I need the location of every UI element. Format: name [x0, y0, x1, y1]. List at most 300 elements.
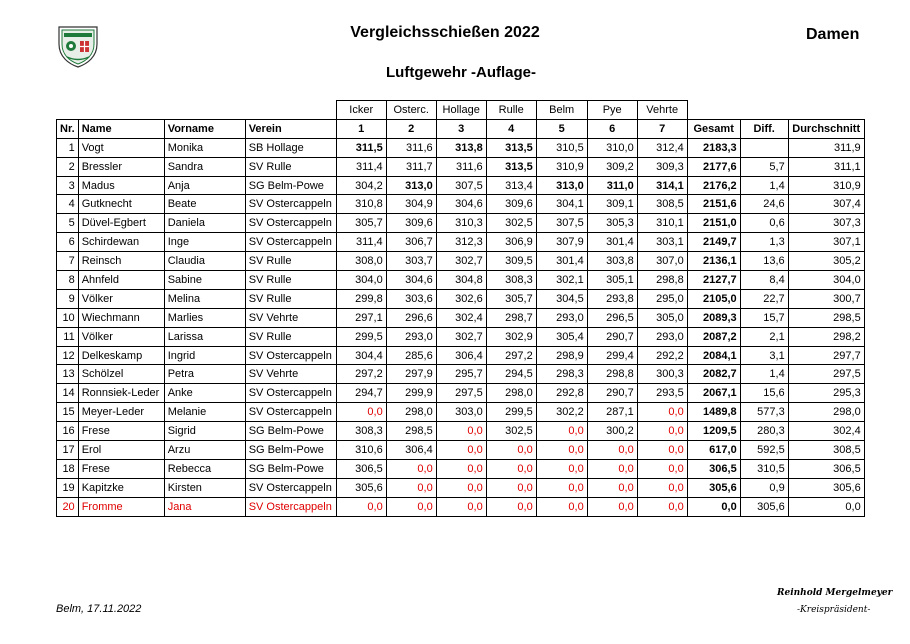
score-cell: 305,0 [637, 308, 687, 327]
score-cell: 303,1 [637, 233, 687, 252]
column-header: Durchschnitt [788, 119, 864, 138]
score-cell: 304,0 [336, 271, 386, 290]
stand-name: Hollage [436, 101, 486, 120]
score-cell: 310,3 [436, 214, 486, 233]
average-cell: 307,4 [788, 195, 864, 214]
rank-cell: 13 [57, 365, 79, 384]
rank-cell: 20 [57, 497, 79, 516]
firstname-cell: Claudia [164, 252, 245, 271]
score-cell: 305,6 [336, 478, 386, 497]
score-cell: 294,5 [486, 365, 536, 384]
score-cell: 305,3 [587, 214, 637, 233]
stand-name: Belm [536, 101, 587, 120]
score-cell: 299,5 [486, 403, 536, 422]
score-cell: 0,0 [386, 497, 436, 516]
column-header: 2 [386, 119, 436, 138]
total-cell: 1489,8 [687, 403, 740, 422]
score-cell: 302,9 [486, 327, 536, 346]
score-cell: 308,3 [486, 271, 536, 290]
score-cell: 302,6 [436, 289, 486, 308]
score-cell: 307,5 [536, 214, 587, 233]
score-cell: 302,5 [486, 214, 536, 233]
club-cell: SV Ostercappeln [245, 214, 336, 233]
diff-cell: 15,6 [740, 384, 788, 403]
rank-cell: 4 [57, 195, 79, 214]
total-cell: 2087,2 [687, 327, 740, 346]
name-cell: Düvel-Egbert [78, 214, 164, 233]
average-cell: 298,2 [788, 327, 864, 346]
firstname-cell: Arzu [164, 441, 245, 460]
diff-cell: 577,3 [740, 403, 788, 422]
score-cell: 302,1 [536, 271, 587, 290]
score-cell: 290,7 [587, 327, 637, 346]
score-cell: 0,0 [336, 403, 386, 422]
diff-cell: 2,1 [740, 327, 788, 346]
firstname-cell: Marlies [164, 308, 245, 327]
firstname-cell: Kirsten [164, 478, 245, 497]
average-cell: 298,5 [788, 308, 864, 327]
signature-role: -Kreispräsident- [797, 605, 871, 615]
score-cell: 297,2 [486, 346, 536, 365]
score-cell: 302,2 [536, 403, 587, 422]
average-cell: 306,5 [788, 459, 864, 478]
average-cell: 305,2 [788, 252, 864, 271]
table-row [57, 459, 865, 478]
table-row [57, 157, 865, 176]
rank-cell: 5 [57, 214, 79, 233]
name-cell: Bressler [78, 157, 164, 176]
table-row [57, 346, 865, 365]
score-cell: 308,5 [637, 195, 687, 214]
score-cell: 293,8 [587, 289, 637, 308]
club-cell: SV Ostercappeln [245, 195, 336, 214]
firstname-cell: Inge [164, 233, 245, 252]
table-row [57, 497, 865, 516]
score-cell: 301,4 [536, 252, 587, 271]
score-cell: 305,7 [336, 214, 386, 233]
total-cell: 2067,1 [687, 384, 740, 403]
diff-cell: 3,1 [740, 346, 788, 365]
name-cell: Reinsch [78, 252, 164, 271]
score-cell: 309,3 [637, 157, 687, 176]
score-cell: 305,1 [587, 271, 637, 290]
score-cell: 0,0 [637, 459, 687, 478]
table-row [57, 384, 865, 403]
rank-cell: 18 [57, 459, 79, 478]
score-cell: 0,0 [486, 478, 536, 497]
score-cell: 297,5 [436, 384, 486, 403]
club-cell: SV Ostercappeln [245, 384, 336, 403]
firstname-cell: Ingrid [164, 346, 245, 365]
column-header: Verein [245, 119, 336, 138]
score-cell: 306,9 [486, 233, 536, 252]
score-cell: 305,7 [486, 289, 536, 308]
name-cell: Erol [78, 441, 164, 460]
stand-name: Rulle [486, 101, 536, 120]
club-cell: SV Ostercappeln [245, 346, 336, 365]
total-cell: 2136,1 [687, 252, 740, 271]
table-row [57, 308, 865, 327]
name-cell: Schölzel [78, 365, 164, 384]
name-cell: Völker [78, 327, 164, 346]
table-row [57, 403, 865, 422]
score-cell: 304,4 [336, 346, 386, 365]
average-cell: 308,5 [788, 441, 864, 460]
diff-cell: 1,4 [740, 365, 788, 384]
firstname-cell: Daniela [164, 214, 245, 233]
score-cell: 0,0 [637, 441, 687, 460]
table-row [57, 252, 865, 271]
total-cell: 2127,7 [687, 271, 740, 290]
column-header: Diff. [740, 119, 788, 138]
column-header: Vorname [164, 119, 245, 138]
table-row [57, 365, 865, 384]
score-cell: 311,7 [386, 157, 436, 176]
average-cell: 304,0 [788, 271, 864, 290]
rank-cell: 12 [57, 346, 79, 365]
column-header: 1 [336, 119, 386, 138]
firstname-cell: Anja [164, 176, 245, 195]
score-cell: 0,0 [436, 478, 486, 497]
score-cell: 307,5 [436, 176, 486, 195]
score-cell: 293,0 [637, 327, 687, 346]
category-label: Damen [806, 26, 860, 43]
diff-cell: 592,5 [740, 441, 788, 460]
score-cell: 295,0 [637, 289, 687, 308]
score-cell: 313,0 [536, 176, 587, 195]
score-cell: 293,0 [386, 327, 436, 346]
name-cell: Frese [78, 422, 164, 441]
average-cell: 300,7 [788, 289, 864, 308]
firstname-cell: Sandra [164, 157, 245, 176]
score-cell: 0,0 [436, 497, 486, 516]
score-cell: 292,8 [536, 384, 587, 403]
rank-cell: 3 [57, 176, 79, 195]
score-cell: 313,0 [386, 176, 436, 195]
diff-cell: 280,3 [740, 422, 788, 441]
rank-cell: 7 [57, 252, 79, 271]
average-cell: 295,3 [788, 384, 864, 403]
score-cell: 309,2 [587, 157, 637, 176]
score-cell: 294,7 [336, 384, 386, 403]
name-cell: Madus [78, 176, 164, 195]
diff-cell: 24,6 [740, 195, 788, 214]
average-cell: 297,5 [788, 365, 864, 384]
club-cell: SG Belm-Powe [245, 441, 336, 460]
score-cell: 290,7 [587, 384, 637, 403]
table-row [57, 195, 865, 214]
results-table [56, 100, 865, 517]
score-cell: 0,0 [386, 459, 436, 478]
table-row [57, 138, 865, 157]
score-cell: 310,0 [587, 138, 637, 157]
score-cell: 292,2 [637, 346, 687, 365]
diff-cell: 0,6 [740, 214, 788, 233]
name-cell: Fromme [78, 497, 164, 516]
score-cell: 314,1 [637, 176, 687, 195]
total-cell: 2084,1 [687, 346, 740, 365]
total-cell: 306,5 [687, 459, 740, 478]
score-cell: 0,0 [587, 478, 637, 497]
score-cell: 300,3 [637, 365, 687, 384]
score-cell: 309,5 [486, 252, 536, 271]
score-cell: 299,9 [386, 384, 436, 403]
rank-cell: 19 [57, 478, 79, 497]
diff-cell: 1,4 [740, 176, 788, 195]
name-cell: Vogt [78, 138, 164, 157]
name-cell: Meyer-Leder [78, 403, 164, 422]
club-cell: SB Hollage [245, 138, 336, 157]
score-cell: 302,5 [486, 422, 536, 441]
score-cell: 0,0 [637, 478, 687, 497]
club-cell: SV Rulle [245, 327, 336, 346]
name-cell: Gutknecht [78, 195, 164, 214]
score-cell: 313,4 [486, 176, 536, 195]
rank-cell: 6 [57, 233, 79, 252]
score-cell: 311,5 [336, 138, 386, 157]
score-cell: 285,6 [386, 346, 436, 365]
score-cell: 310,6 [336, 441, 386, 460]
name-cell: Delkeskamp [78, 346, 164, 365]
score-cell: 313,8 [436, 138, 486, 157]
total-cell: 2105,0 [687, 289, 740, 308]
score-cell: 310,8 [336, 195, 386, 214]
score-cell: 310,1 [637, 214, 687, 233]
total-cell: 2183,3 [687, 138, 740, 157]
average-cell: 305,6 [788, 478, 864, 497]
score-cell: 0,0 [486, 497, 536, 516]
club-cell: SV Rulle [245, 157, 336, 176]
total-cell: 1209,5 [687, 422, 740, 441]
column-header: 7 [637, 119, 687, 138]
club-cell: SG Belm-Powe [245, 459, 336, 478]
rank-cell: 17 [57, 441, 79, 460]
club-cell: SV Rulle [245, 271, 336, 290]
firstname-cell: Beate [164, 195, 245, 214]
diff-cell: 5,7 [740, 157, 788, 176]
diff-cell: 310,5 [740, 459, 788, 478]
score-cell: 303,6 [386, 289, 436, 308]
score-cell: 312,4 [637, 138, 687, 157]
score-cell: 293,5 [637, 384, 687, 403]
column-header: Gesamt [687, 119, 740, 138]
score-cell: 306,5 [336, 459, 386, 478]
score-cell: 0,0 [436, 422, 486, 441]
score-cell: 309,1 [587, 195, 637, 214]
name-cell: Frese [78, 459, 164, 478]
score-cell: 0,0 [637, 403, 687, 422]
document-title: Vergleichsschießen 2022 [350, 24, 540, 41]
score-cell: 0,0 [536, 459, 587, 478]
results-body [57, 138, 865, 516]
score-cell: 0,0 [536, 422, 587, 441]
club-cell: SV Ostercappeln [245, 497, 336, 516]
place-date: Belm, 17.11.2022 [56, 603, 142, 615]
rank-cell: 2 [57, 157, 79, 176]
score-cell: 308,0 [336, 252, 386, 271]
score-cell: 297,2 [336, 365, 386, 384]
table-row [57, 289, 865, 308]
score-cell: 304,9 [386, 195, 436, 214]
score-cell: 302,7 [436, 327, 486, 346]
score-cell: 306,4 [436, 346, 486, 365]
club-cell: SV Vehrte [245, 365, 336, 384]
diff-cell: 22,7 [740, 289, 788, 308]
score-cell: 0,0 [587, 459, 637, 478]
stand-names-row [57, 101, 865, 120]
score-cell: 298,5 [386, 422, 436, 441]
score-cell: 300,2 [587, 422, 637, 441]
club-cell: SV Ostercappeln [245, 403, 336, 422]
rank-cell: 14 [57, 384, 79, 403]
score-cell: 299,8 [336, 289, 386, 308]
score-cell: 304,6 [436, 195, 486, 214]
average-cell: 307,1 [788, 233, 864, 252]
score-cell: 303,0 [436, 403, 486, 422]
firstname-cell: Larissa [164, 327, 245, 346]
rank-cell: 10 [57, 308, 79, 327]
name-cell: Ronnsiek-Leder [78, 384, 164, 403]
name-cell: Wiechmann [78, 308, 164, 327]
diff-cell: 13,6 [740, 252, 788, 271]
score-cell: 298,0 [386, 403, 436, 422]
score-cell: 303,7 [386, 252, 436, 271]
rank-cell: 11 [57, 327, 79, 346]
score-cell: 307,0 [637, 252, 687, 271]
column-header-row [57, 119, 865, 138]
score-cell: 0,0 [436, 441, 486, 460]
table-row [57, 327, 865, 346]
score-cell: 0,0 [536, 497, 587, 516]
score-cell: 0,0 [536, 441, 587, 460]
score-cell: 304,5 [536, 289, 587, 308]
signature-name: Reinhold Mergelmeyer [777, 588, 893, 598]
average-cell: 307,3 [788, 214, 864, 233]
club-cell: SV Ostercappeln [245, 478, 336, 497]
table-row [57, 441, 865, 460]
table-row [57, 271, 865, 290]
score-cell: 309,6 [386, 214, 436, 233]
diff-cell: 0,9 [740, 478, 788, 497]
firstname-cell: Jana [164, 497, 245, 516]
score-cell: 303,8 [587, 252, 637, 271]
diff-cell [740, 138, 788, 157]
score-cell: 306,4 [386, 441, 436, 460]
rank-cell: 8 [57, 271, 79, 290]
score-cell: 308,3 [336, 422, 386, 441]
score-cell: 0,0 [536, 478, 587, 497]
column-header: 4 [486, 119, 536, 138]
score-cell: 309,6 [486, 195, 536, 214]
score-cell: 0,0 [637, 422, 687, 441]
stand-name: Vehrte [637, 101, 687, 120]
rank-cell: 15 [57, 403, 79, 422]
column-header: Name [78, 119, 164, 138]
document-subtitle: Luftgewehr -Auflage- [386, 64, 536, 81]
score-cell: 298,7 [486, 308, 536, 327]
diff-cell: 305,6 [740, 497, 788, 516]
average-cell: 311,1 [788, 157, 864, 176]
firstname-cell: Sigrid [164, 422, 245, 441]
score-cell: 297,1 [336, 308, 386, 327]
score-cell: 0,0 [637, 497, 687, 516]
stand-name: Pye [587, 101, 637, 120]
average-cell: 310,9 [788, 176, 864, 195]
table-row [57, 478, 865, 497]
name-cell: Kapitzke [78, 478, 164, 497]
name-cell: Ahnfeld [78, 271, 164, 290]
score-cell: 310,9 [536, 157, 587, 176]
firstname-cell: Anke [164, 384, 245, 403]
table-row [57, 422, 865, 441]
column-header: 3 [436, 119, 486, 138]
score-cell: 313,5 [486, 138, 536, 157]
average-cell: 311,9 [788, 138, 864, 157]
score-cell: 296,5 [587, 308, 637, 327]
score-cell: 307,9 [536, 233, 587, 252]
score-cell: 0,0 [486, 441, 536, 460]
club-cell: SV Ostercappeln [245, 233, 336, 252]
total-cell: 2176,2 [687, 176, 740, 195]
column-header: 5 [536, 119, 587, 138]
score-cell: 298,8 [587, 365, 637, 384]
score-cell: 299,5 [336, 327, 386, 346]
score-cell: 311,0 [587, 176, 637, 195]
score-cell: 0,0 [436, 459, 486, 478]
score-cell: 311,6 [436, 157, 486, 176]
diff-cell: 1,3 [740, 233, 788, 252]
score-cell: 0,0 [386, 478, 436, 497]
average-cell: 298,0 [788, 403, 864, 422]
table-row [57, 214, 865, 233]
total-cell: 2151,0 [687, 214, 740, 233]
score-cell: 311,6 [386, 138, 436, 157]
total-cell: 0,0 [687, 497, 740, 516]
score-cell: 298,8 [637, 271, 687, 290]
total-cell: 2089,3 [687, 308, 740, 327]
total-cell: 2151,6 [687, 195, 740, 214]
firstname-cell: Melina [164, 289, 245, 308]
score-cell: 305,4 [536, 327, 587, 346]
score-cell: 306,7 [386, 233, 436, 252]
score-cell: 302,7 [436, 252, 486, 271]
score-cell: 312,3 [436, 233, 486, 252]
score-cell: 310,5 [536, 138, 587, 157]
score-cell: 295,7 [436, 365, 486, 384]
score-cell: 302,4 [436, 308, 486, 327]
firstname-cell: Melanie [164, 403, 245, 422]
score-cell: 311,4 [336, 233, 386, 252]
total-cell: 617,0 [687, 441, 740, 460]
score-cell: 304,1 [536, 195, 587, 214]
score-cell: 299,4 [587, 346, 637, 365]
stand-name: Osterc. [386, 101, 436, 120]
score-cell: 313,5 [486, 157, 536, 176]
club-cell: SV Vehrte [245, 308, 336, 327]
diff-cell: 15,7 [740, 308, 788, 327]
score-cell: 297,9 [386, 365, 436, 384]
table-row [57, 176, 865, 195]
name-cell: Schirdewan [78, 233, 164, 252]
name-cell: Völker [78, 289, 164, 308]
firstname-cell: Petra [164, 365, 245, 384]
average-cell: 0,0 [788, 497, 864, 516]
rank-cell: 9 [57, 289, 79, 308]
table-row [57, 233, 865, 252]
score-cell: 0,0 [587, 441, 637, 460]
score-cell: 298,0 [486, 384, 536, 403]
firstname-cell: Rebecca [164, 459, 245, 478]
